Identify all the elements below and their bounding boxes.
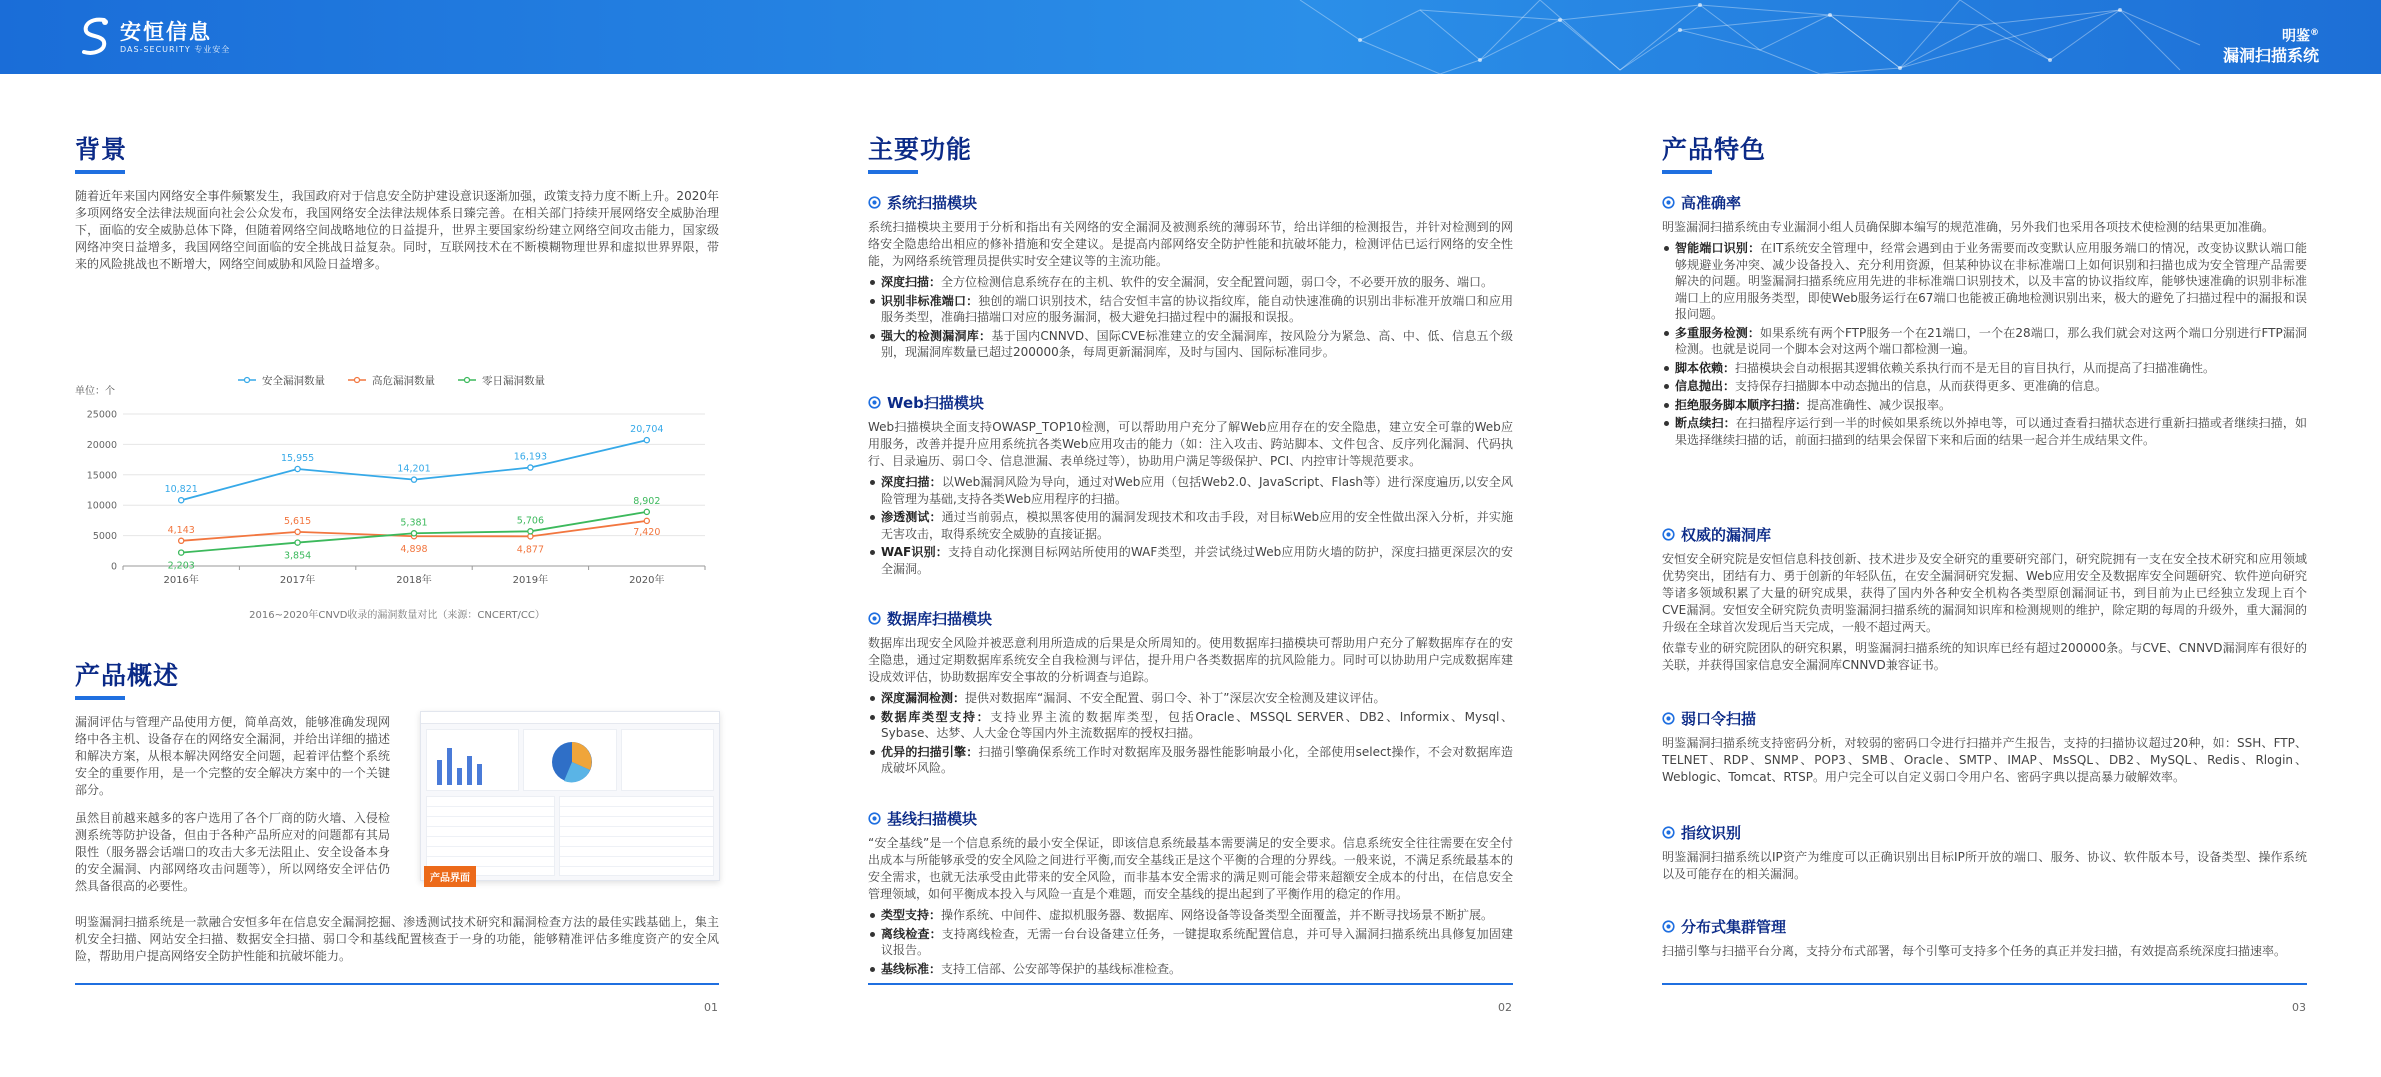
- title-underline: [868, 170, 918, 174]
- page-number-3: 03: [2292, 1001, 2306, 1014]
- data-point: [295, 466, 300, 471]
- list-item: 拒绝服务脚本顺序扫描：提高准确性、减少误报率。: [1662, 397, 2307, 414]
- data-label: 4,877: [516, 544, 545, 556]
- section-title: 数据库扫描模块: [887, 610, 993, 628]
- section-title: 分布式集群管理: [1681, 918, 1787, 936]
- target-icon: [1662, 712, 1675, 725]
- legend-marker: [465, 378, 470, 383]
- data-label: 15,955: [280, 452, 315, 464]
- section-paragraph: 安恒安全研究院是安恒信息科技创新、技术进步及安全研究的重要研究部门，研究院拥有一支在安全技术研究和应用领域优势突出，团结有力、勇于创新的年轻队伍，在安全漏洞研究发掘、Web应用安全及数据库安全问题研究、软件逆向研究等诸多领域积累了大量的研究成果，获得了国内外各种安全机构各类型原创漏洞证书，到目前为止已经独立发现上百个CVE漏洞。安恒安全研究院负责明鉴漏洞扫描系统的漏洞知识库和检测规则的维护，除定期的每周的升级外，重大漏洞的升级在全球首次发现后当天完成，一般不超过两天。: [1662, 552, 2307, 634]
- header-banner: [0, 0, 2381, 74]
- list-item: 优异的扫描引擎：扫描引擎确保系统工作时对数据库及服务器性能影响最小化，全部使用select操作，不会对数据库造成破坏风险。: [868, 744, 1513, 777]
- list-item: 深度扫描：以Web漏洞风险为导向，通过对Web应用（包括Web2.0、JavaScript、Flash等）进行深度遍历,以安全风险管理为基础,支持各类Web应用程序的扫描。: [868, 474, 1513, 507]
- data-label: 2,203: [167, 560, 195, 572]
- x-tick-label: 2020年: [629, 575, 665, 586]
- data-point: [644, 518, 649, 523]
- brand-name: 明鉴: [2282, 28, 2310, 45]
- target-icon: [868, 612, 881, 625]
- target-icon: [868, 396, 881, 409]
- data-point: [411, 531, 416, 536]
- data-point: [528, 465, 533, 470]
- section-paragraph: 依靠专业的研究院团队的研究积累，明鉴漏洞扫描系统的知识库已经有超过200000条。与CVE、CNNVD漏洞库有很好的关联，并获得国家信息安全漏洞库CNNVD兼容证书。: [1662, 641, 2307, 672]
- data-label: 10,821: [164, 484, 198, 496]
- data-point: [179, 550, 184, 555]
- overview-paragraph-2: 虽然目前越来越多的客户选用了各个厂商的防火墙、入侵检测系统等防护设备，但由于各种产品所应对的问题都有其局限性（服务器会话端口的攻击大多无法阻止、安全设备本身的安全漏洞、内部网络攻击问题等），所以网络安全评估仍然具备很高的必要性。: [75, 811, 390, 893]
- overview-paragraph-1: 漏洞评估与管理产品使用方便，简单高效，能够准确发现网络中各主机、设备存在的网络安全漏洞，并给出详细的描述和解决方案，从根本解决网络安全问题，起着评估整个系统安全的重要作用，是一个完整的安全解决方案中的一个关键部分。: [75, 715, 390, 797]
- target-icon: [1662, 528, 1675, 541]
- legend-marker: [355, 378, 360, 383]
- data-label: 14,201: [397, 463, 431, 475]
- product-features-title: 产品特色: [1662, 135, 1767, 164]
- high-accuracy-section: [1662, 192, 2307, 448]
- logo-mark-icon: [78, 16, 112, 58]
- section-intro: 明鉴漏洞扫描系统由专业漏洞小组人员确保脚本编写的规范准确，另外我们也采用各项技术使检测的结果更加准确。: [1662, 220, 2275, 234]
- data-label: 5,706: [516, 515, 545, 527]
- main-features-title: 主要功能: [868, 135, 973, 164]
- data-label: 20,704: [630, 424, 664, 436]
- y-tick-label: 20000: [86, 439, 117, 451]
- list-item: 强大的检测漏洞库：基于国内CNNVD、国际CVE标准建立的安全漏洞库，按风险分为紧急、高、中、低、信息五个级别，现漏洞库数量已超过200000条，每周更新漏洞库，及时与国内、国际标准同步。: [868, 328, 1513, 361]
- data-label: 5,381: [400, 517, 428, 529]
- section-title: 权威的漏洞库: [1681, 526, 1772, 544]
- list-item: 多重服务检测：如果系统有两个FTP服务一个在21端口，一个在28端口，那么我们就会对这两个端口分别进行FTP漏洞检测。也就是说同一个脚本会对这两个端口都检测一遍。: [1662, 325, 2307, 358]
- legend-label: 安全漏洞数量: [262, 375, 325, 387]
- y-tick-label: 0: [110, 561, 117, 573]
- page-number-1: 01: [704, 1001, 718, 1014]
- data-point: [295, 529, 300, 534]
- section-paragraph: 明鉴漏洞扫描系统支持密码分析，对较弱的密码口令进行扫描并产生报告，支持的扫描协议超过20种，如：SSH、FTP、TELNET、RDP、SNMP、POP3、SMB、Oracle、SMTP、IMAP、MsSQL、DB2、MySQL、Redis、Rlogin、Weblogic、Tomcat、RTSP。用户完全可以自定义弱口令用户名、密码字典以提高暴力破解效率。: [1662, 736, 2307, 784]
- overview-title: 产品概述: [75, 661, 180, 690]
- registered-mark: ®: [2310, 28, 2319, 38]
- data-point: [644, 438, 649, 443]
- x-tick-label: 2016年: [163, 575, 199, 586]
- background-title: 背景: [75, 135, 128, 164]
- data-label: 3,854: [283, 550, 312, 562]
- page-3-footer-line: [1662, 983, 2307, 985]
- list-item: 识别非标准端口：独创的端口识别技术，结合安恒丰富的协议指纹库，能自动快速准确的识别出非标准开放端口和应用服务类型，准确扫描端口对应的服务漏洞，极大避免扫描过程中的漏报和误报。: [868, 293, 1513, 326]
- legend-label: 零日漏洞数量: [482, 375, 545, 387]
- distributed-cluster-section: [1662, 916, 2307, 960]
- x-tick-label: 2017年: [279, 575, 316, 586]
- section-intro: Web扫描模块全面支持OWASP_TOP10检测，可以帮助用户充分了解Web应用存在的安全隐患，建立安全可靠的Web应用服务，改善并提升应用系统抗各类Web应用攻击的能力（如：注入攻击、跨站脚本、文件包含、反序列化漏洞、代码执行、目录遍历、弱口令、信息泄漏、表单绕过等），协助用户满足等级保护、PCI、内控审计等规范要求。: [868, 420, 1513, 468]
- section-title: 指纹识别: [1681, 824, 1742, 842]
- list-item: 深度漏洞检测：提供对数据库“漏洞、不安全配置、弱口令、补丁”深层次安全检测及建议评估。: [868, 690, 1513, 707]
- system-scan-section: [868, 192, 1513, 361]
- title-underline: [75, 170, 125, 174]
- list-item: 智能端口识别：在IT系统安全管理中，经常会遇到由于业务需要而改变默认应用服务端口的情况，改变协议默认端口能够规避业务冲突、减少设备投入、充分利用资源，但某种协议在非标准端口上如何识别和扫描也成为安全管理产品需要解决的问题。明鉴漏洞扫描系统应用先进的非标准端口识别技术，以及丰富的协议指纹库，能够快速准确的识别非标准端口上的应用服务类型，即使Web服务运行在67端口也能被正确地检测识别出来，极大的避免了扫描过程中的漏报和误报问题。: [1662, 240, 2307, 323]
- data-label: 4,898: [400, 544, 428, 556]
- data-point: [295, 540, 300, 545]
- product-name: 漏洞扫描系统: [2222, 45, 2319, 65]
- list-item: 渗透测试：通过当前弱点，模拟黑客使用的漏洞发现技术和攻击手段，对目标Web应用的安全性做出深入分析，并实施无害攻击，取得系统安全威胁的直接证据。: [868, 509, 1513, 542]
- section-intro: “安全基线”是一个信息系统的最小安全保证，即该信息系统最基本需要满足的安全要求。信息系统安全往往需要在安全付出成本与所能够承受的安全风险之间进行平衡,而安全基线正是这个平衡的合理的分界线。一般来说，不满足系统最基本的安全需求，也就无法承受由此带来的安全风险，而非基本安全需求的满足则可能会带来超额安全成本的付出，在信息安全管理领域，如何平衡成本投入与风险一直是个难题，而安全基线的提出起到了平衡作用的稳定的作用。: [868, 836, 1513, 901]
- section-title: Web扫描模块: [887, 394, 984, 412]
- y-tick-label: 15000: [86, 470, 117, 482]
- y-tick-label: 10000: [86, 500, 117, 512]
- list-item: 断点续扫：在扫描程序运行到一半的时候如果系统以外掉电等，可以通过查看扫描状态进行重新扫描或者继续扫描，如果选择继续扫描的话，前面扫描到的结果会保留下来和后面的结果一起合并生成结果文件。: [1662, 415, 2307, 448]
- data-point: [411, 477, 416, 482]
- section-title: 基线扫描模块: [887, 810, 978, 828]
- target-icon: [868, 196, 881, 209]
- target-icon: [1662, 920, 1675, 933]
- web-scan-section: [868, 392, 1513, 577]
- vuln-database-section: [1662, 524, 2307, 674]
- legend-label: 高危漏洞数量: [372, 375, 435, 387]
- product-brand: [2223, 24, 2319, 66]
- data-label: 8,902: [633, 495, 661, 507]
- data-point: [179, 498, 184, 503]
- data-point: [179, 538, 184, 543]
- logo-subtext: DAS-SECURITY 专业安全: [120, 44, 231, 54]
- network-pattern-decoration: [0, 0, 2381, 74]
- data-point: [528, 529, 533, 534]
- target-icon: [1662, 196, 1675, 209]
- background-text: 随着近年来国内网络安全事件频繁发生，我国政府对于信息安全防护建设意识逐渐加强，政策支持力度不断上升。2020年多项网络安全法律法规面向社会公众发布，我国网络安全法律法规体系日臻完善。在相关部门持续开展网络安全威胁治理下，面临的安全威胁总体下降，但随着网络空间战略地位的日益提升，世界主要国家纷纷建立网络空间攻击能力，国家级网络冲突日益增多，我国网络空间面临的安全挑战日益复杂。同时，互联网技术在不断模糊物理世界和虚拟世界界限，带来的风险挑战也不断增大，网络空间威胁和风险日益增多。: [75, 189, 719, 271]
- y-tick-label: 5000: [92, 531, 117, 543]
- product-screenshot-image: [420, 711, 720, 881]
- cnvd-line-chart: [75, 296, 719, 636]
- company-logo: [78, 16, 230, 58]
- data-point: [644, 509, 649, 514]
- legend-marker: [245, 378, 250, 383]
- weak-password-section: [1662, 708, 2307, 786]
- page-number-2: 02: [1498, 1001, 1512, 1014]
- list-item: 深度扫描：全方位检测信息系统存在的主机、软件的安全漏洞，安全配置问题，弱口令，不必要开放的服务、端口。: [868, 274, 1513, 291]
- fingerprint-section: [1662, 822, 2307, 883]
- section-title: 弱口令扫描: [1681, 710, 1757, 728]
- product-interface-label: 产品界面: [424, 866, 476, 887]
- data-label: 5,615: [283, 515, 312, 527]
- list-item: 数据库类型支持：支持业界主流的数据库类型，包括Oracle、MSSQL SERVER、DB2、Informix、Mysql、Sybase、达梦、人大金仓等国内外主流数据库的授权扫描。: [868, 709, 1513, 742]
- y-tick-label: 25000: [86, 409, 117, 421]
- section-paragraph: 扫描引擎与扫描平台分离，支持分布式部署，每个引擎可支持多个任务的真正并发扫描，有效提高系统深度扫描速率。: [1662, 944, 2287, 958]
- section-title: 系统扫描模块: [887, 194, 978, 212]
- section-intro: 系统扫描模块主要用于分析和指出有关网络的安全漏洞及被测系统的薄弱环节，给出详细的检测报告，并针对检测到的网络安全隐患给出相应的修补措施和安全建议。是提高内部网络安全防护性能和抗破坏能力，检测评估已运行网络的安全性能，为网络系统管理员提供实时安全建议等的主流功能。: [868, 220, 1513, 268]
- list-item: 基线标准：支持工信部、公安部等保护的基线标准检查。: [868, 961, 1513, 978]
- title-underline: [1662, 170, 1712, 174]
- x-tick-label: 2018年: [396, 575, 432, 586]
- overview-paragraph-3: 明鉴漏洞扫描系统是一款融合安恒多年在信息安全漏洞挖掘、渗透测试技术研究和漏洞检查方法的最佳实践基础上，集主机安全扫描、网站安全扫描、数据安全扫描、弱口令和基线配置核查于一身的功能，能够精准评估多维度资产的安全风险，帮助用户提高网络安全防护性能和抗破坏能力。: [75, 915, 719, 963]
- x-tick-label: 2019年: [512, 575, 549, 586]
- chart-unit-label: 单位：个: [75, 386, 115, 397]
- list-item: 离线检查：支持离线检查，无需一台台设备建立任务，一键提取系统配置信息，并可导入漏洞扫描系统出具修复加固建议报告。: [868, 926, 1513, 959]
- section-intro: 数据库出现安全风险并被恶意利用所造成的后果是众所周知的。使用数据库扫描模块可帮助用户充分了解数据库存在的安全隐患，通过定期数据库系统安全自我检测与评估，提升用户各类数据库的抗风险能力。同时可以协助用户完成数据库建设成效评估，协助数据库安全事故的分析调查与追踪。: [868, 636, 1513, 684]
- section-paragraph: 明鉴漏洞扫描系统以IP资产为维度可以正确识别出目标IP所开放的端口、服务、协议、软件版本号，设备类型、操作系统以及可能存在的相关漏洞。: [1662, 850, 2307, 881]
- database-scan-section: [868, 608, 1513, 777]
- target-icon: [1662, 826, 1675, 839]
- page-2-footer-line: [868, 983, 1513, 985]
- list-item: 信息抛出：支持保存扫描脚本中动态抛出的信息，从而获得更多、更准确的信息。: [1662, 378, 2307, 395]
- data-label: 16,193: [513, 451, 548, 463]
- target-icon: [868, 812, 881, 825]
- section-title: 高准确率: [1681, 194, 1742, 212]
- title-underline: [75, 696, 125, 700]
- chart-caption: 2016~2020年CNVD收录的漏洞数量对比（来源：CNCERT/CC）: [249, 610, 545, 621]
- logo-text: 安恒信息: [120, 19, 212, 44]
- chart-svg: [75, 296, 719, 606]
- list-item: WAF识别：支持自动化探测目标网站所使用的WAF类型，并尝试绕过Web应用防火墙的防护，深度扫描更深层次的安全漏洞。: [868, 544, 1513, 577]
- baseline-scan-section: [868, 808, 1513, 977]
- list-item: 脚本依赖：扫描模块会自动根据其逻辑依赖关系执行而不是无目的盲目执行，从而提高了扫描准确性。: [1662, 360, 2307, 377]
- data-label: 4,143: [167, 524, 195, 536]
- list-item: 类型支持：操作系统、中间件、虚拟机服务器、数据库、网络设备等设备类型全面覆盖，并不断寻找场景不断扩展。: [868, 907, 1513, 924]
- data-label: 7,420: [633, 526, 661, 538]
- page-1-footer-line: [75, 983, 719, 985]
